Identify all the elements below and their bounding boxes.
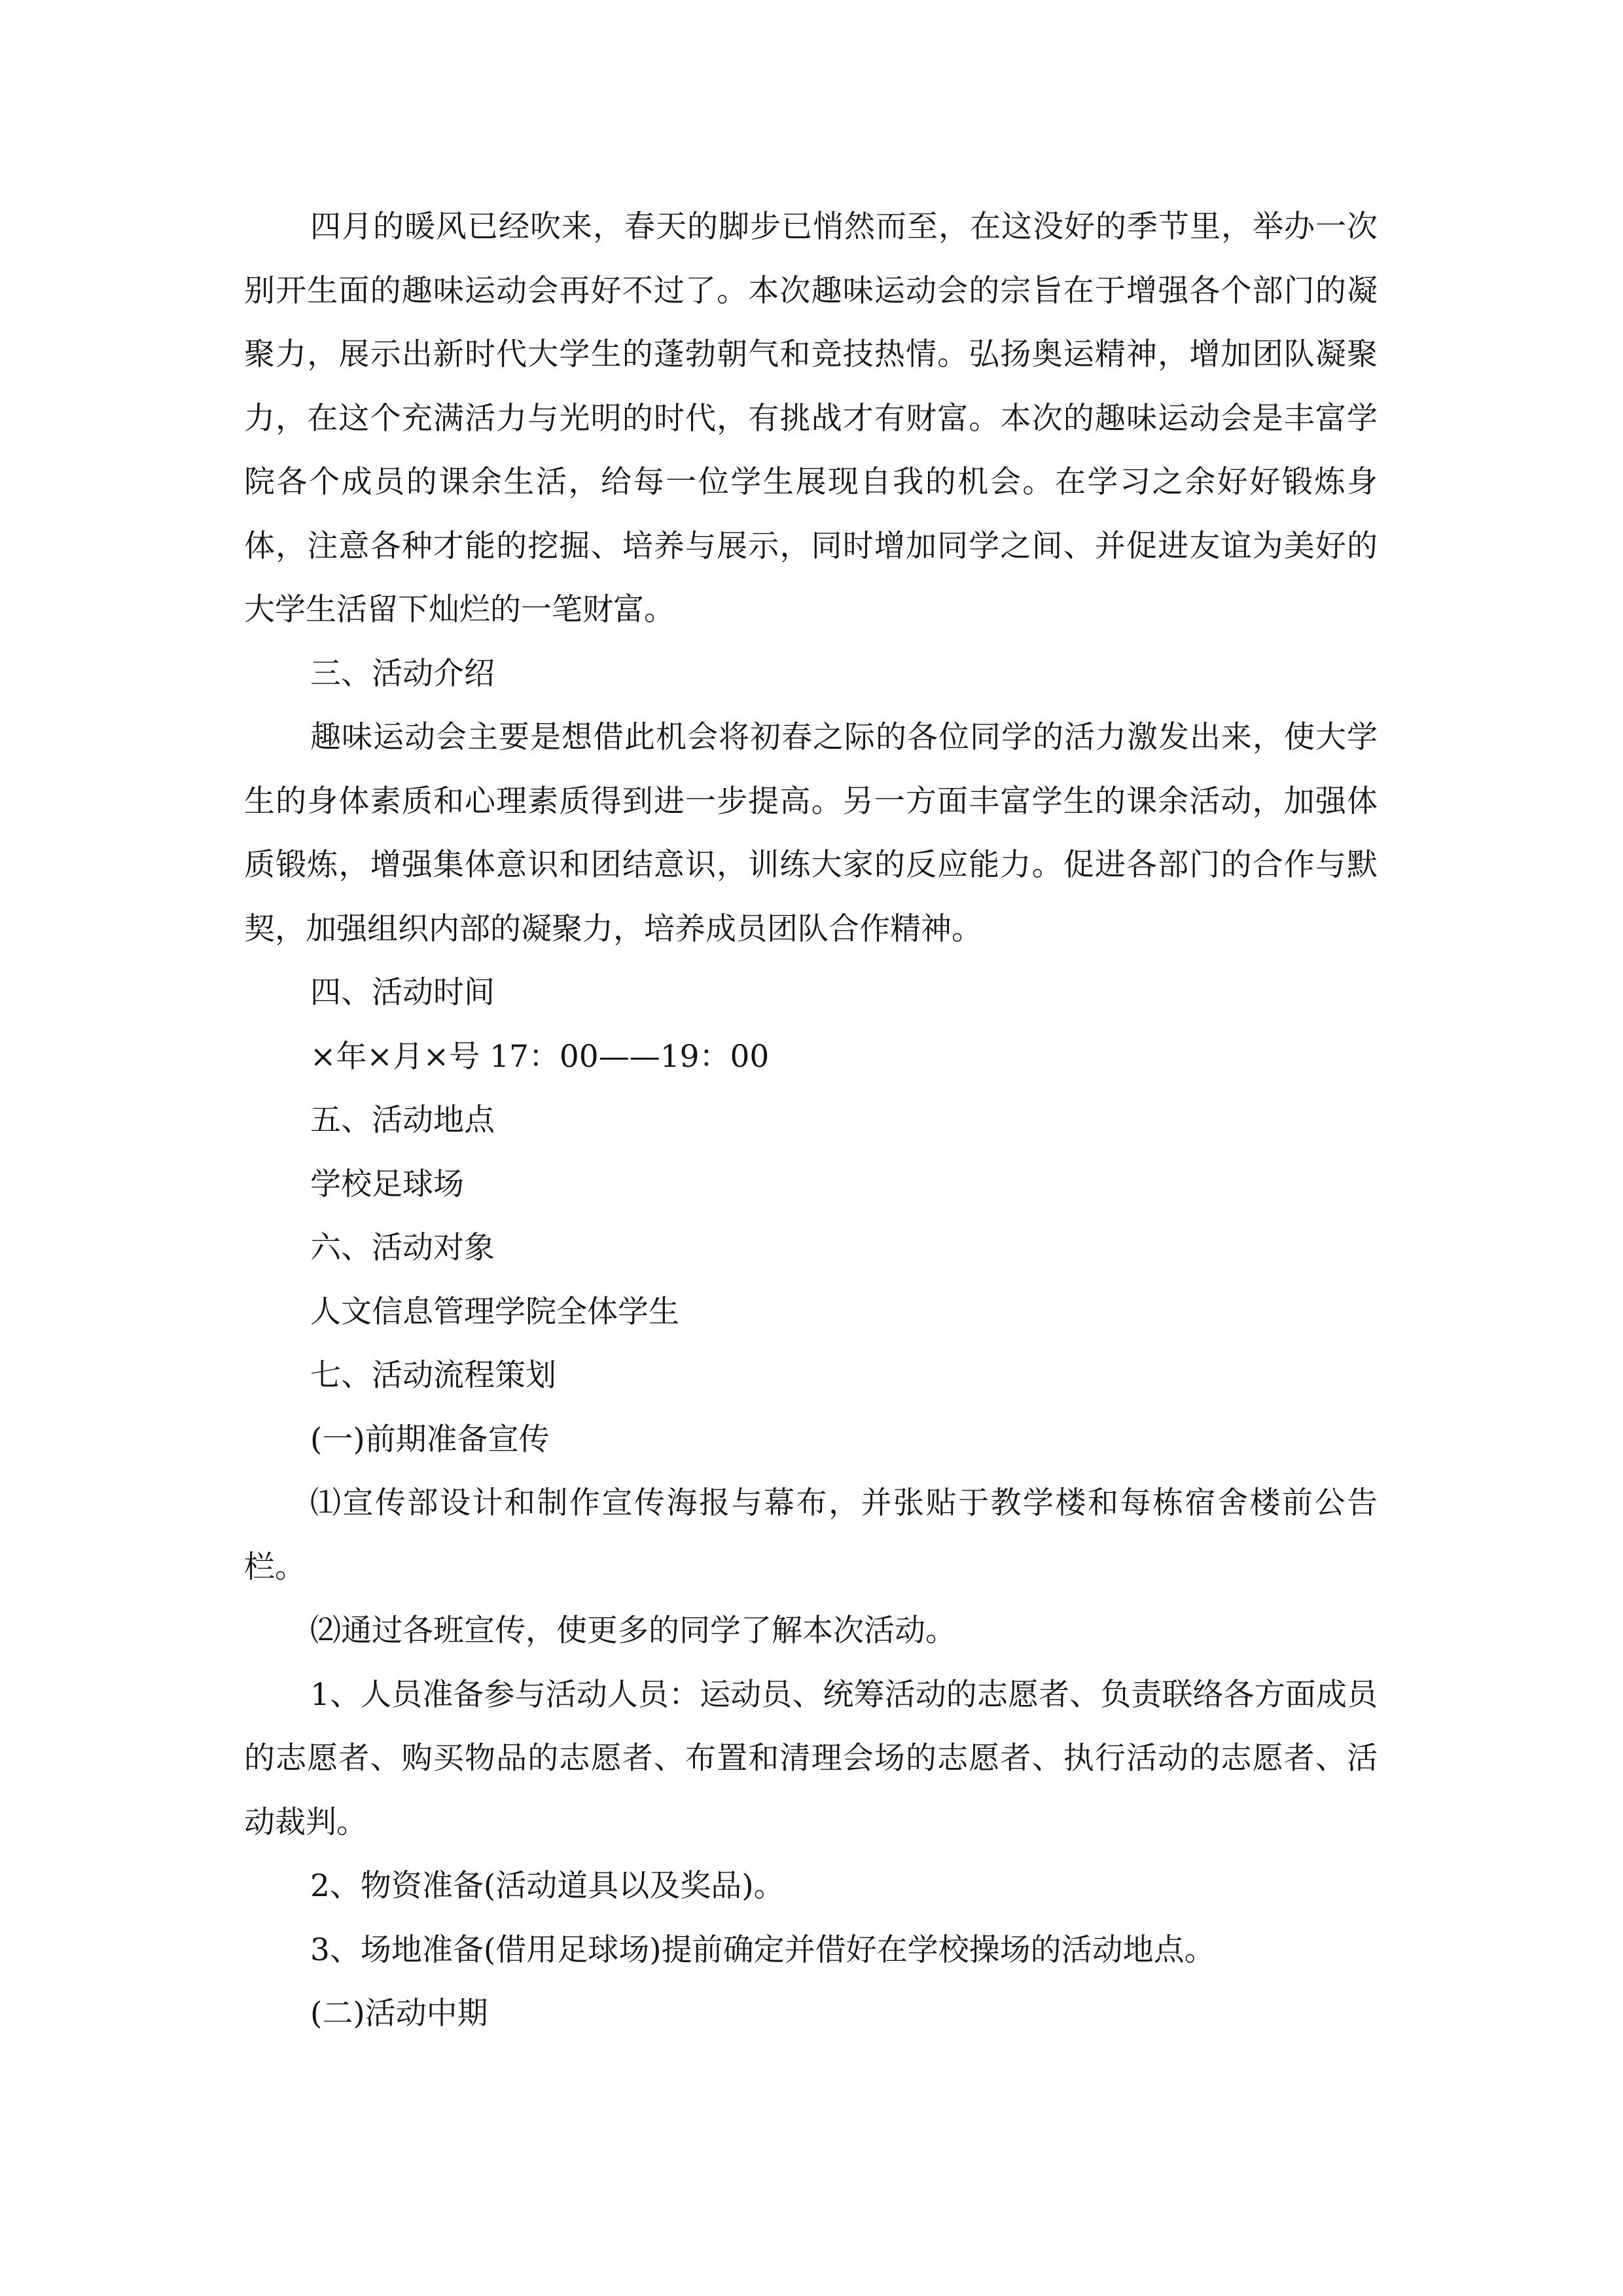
intro-paragraph: 四月的暖风已经吹来，春天的脚步已悄然而至，在这没好的季节里，举办一次别开生面的趣味运动会再好不过了。本次趣味运动会的宗旨在于增强各个部门的凝聚力，展示出新时代大学生的蓬勃朝气和竞技热情。弘扬奥运精神，增加团队凝聚力，在这个充满活力与光明的时代，有挑战才有财富。本次的趣味运动会是丰富学院各个成员的课余生活，给每一位学生展现自我的机会。在学习之余好好锻炼身体，注意各种才能的挖掘、培养与展示，同时增加同学之间、并促进友谊为美好的大学生活留下灿烂的一笔财富。 <box>244 209 1378 628</box>
section-heading-activity-intro: 三、活动介绍 <box>310 655 495 692</box>
preparation-item-1: ⑴宣传部设计和制作宣传海报与幕布，并张贴于教学楼和每栋宿舍楼前公告栏。 <box>244 1485 1378 1585</box>
subsection-heading-mid-activity: (二)活动中期 <box>310 1996 488 2032</box>
activity-time-value: ×年×月×号 17：00——19：00 <box>310 1038 770 1075</box>
personnel-preparation-paragraph: 1、人员准备参与活动人员：运动员、统筹活动的志愿者、负责联络各方面成员的志愿者、购买物品的志愿者、布置和清理会场的志愿者、执行活动的志愿者、活动裁判。 <box>244 1676 1378 1840</box>
section-heading-activity-time: 四、活动时间 <box>310 975 495 1011</box>
section-heading-activity-audience: 六、活动对象 <box>310 1230 495 1266</box>
section-heading-activity-location: 五、活动地点 <box>310 1102 495 1138</box>
activity-location-value: 学校足球场 <box>310 1166 464 1202</box>
venue-preparation-line: 3、场地准备(借用足球场)提前确定并借好在学校操场的活动地点。 <box>310 1931 1215 1968</box>
section-heading-activity-process: 七、活动流程策划 <box>310 1357 556 1393</box>
activity-intro-paragraph: 趣味运动会主要是想借此机会将初春之际的各位同学的活力激发出来，使大学生的身体素质和心理素质得到进一步提高。另一方面丰富学生的课余活动，加强体质锻炼，增强集体意识和团结意识，训练大家的反应能力。促进各部门的合作与默契，加强组织内部的凝聚力，培养成员团队合作精神。 <box>244 719 1378 947</box>
document-body <box>244 195 1378 2046</box>
materials-preparation-line: 2、物资准备(活动道具以及奖品)。 <box>310 1868 785 1904</box>
preparation-item-2: ⑵通过各班宣传，使更多的同学了解本次活动。 <box>310 1613 956 1649</box>
activity-audience-value: 人文信息管理学院全体学生 <box>310 1293 679 1330</box>
subsection-heading-preparation: (一)前期准备宣传 <box>310 1421 550 1458</box>
